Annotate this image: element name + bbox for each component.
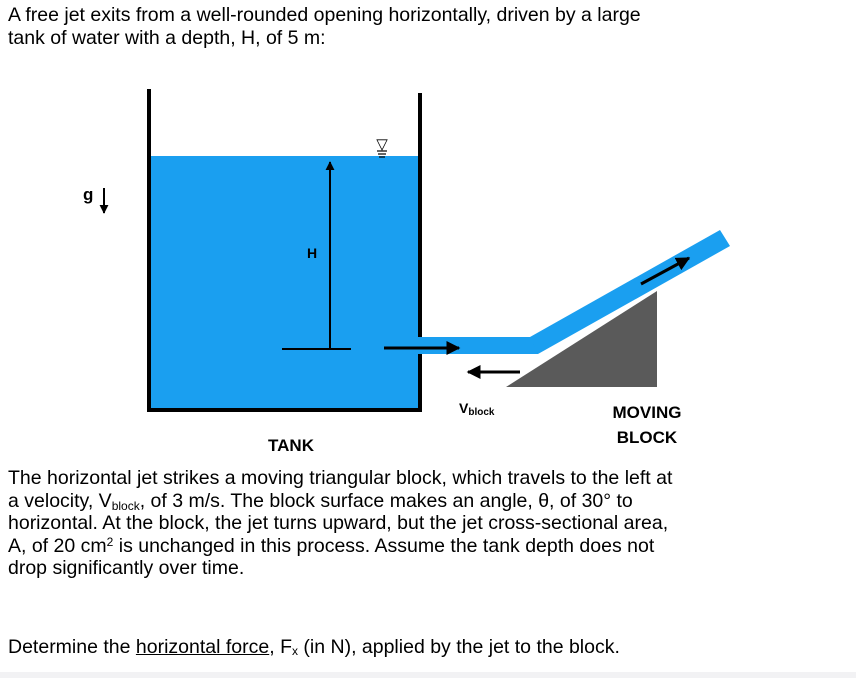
tank-water [151, 156, 419, 410]
body-line-4: A, of 20 $cm^2$ is unchanged in this process. Assume the tank depth does not [8, 534, 655, 557]
tank-label: TANK [268, 436, 314, 455]
free-surface-icon: ▽ [376, 136, 388, 153]
height-label: H [306, 245, 318, 261]
body-paragraph [8, 467, 848, 580]
horizontal-force-term: horizontal force [135, 636, 270, 658]
moving-block-label-line-2: BLOCK [616, 428, 678, 447]
jet-horizontal [418, 337, 538, 354]
intro-line-1: A free jet exits from a well-rounded opening horizontally, driven by a large [8, 4, 641, 26]
moving-block-label-line-1: MOVING [612, 403, 682, 422]
intro-line-2: tank of water with a depth, H, of 5 m: [8, 26, 326, 49]
body-line-1: The horizontal jet strikes a moving triangular block, which travels to the left at [8, 467, 673, 489]
body-line-3: horizontal. At the block, the jet turns upward, but the jet cross-sectional area, [8, 512, 669, 534]
gravity-label: g [83, 185, 94, 204]
body-line-2: a velocity, $V_{block}$, of 3 m/s. The block surface makes an angle, θ, of 30° to [8, 489, 633, 513]
question-text: Determine the horizontal force, $F_x$ (in N), applied by the jet to the block. [8, 636, 620, 658]
body-line-5: drop significantly over time. [8, 557, 245, 579]
block-velocity-label: Vblock [459, 400, 495, 418]
page-bottom-strip [0, 672, 856, 678]
